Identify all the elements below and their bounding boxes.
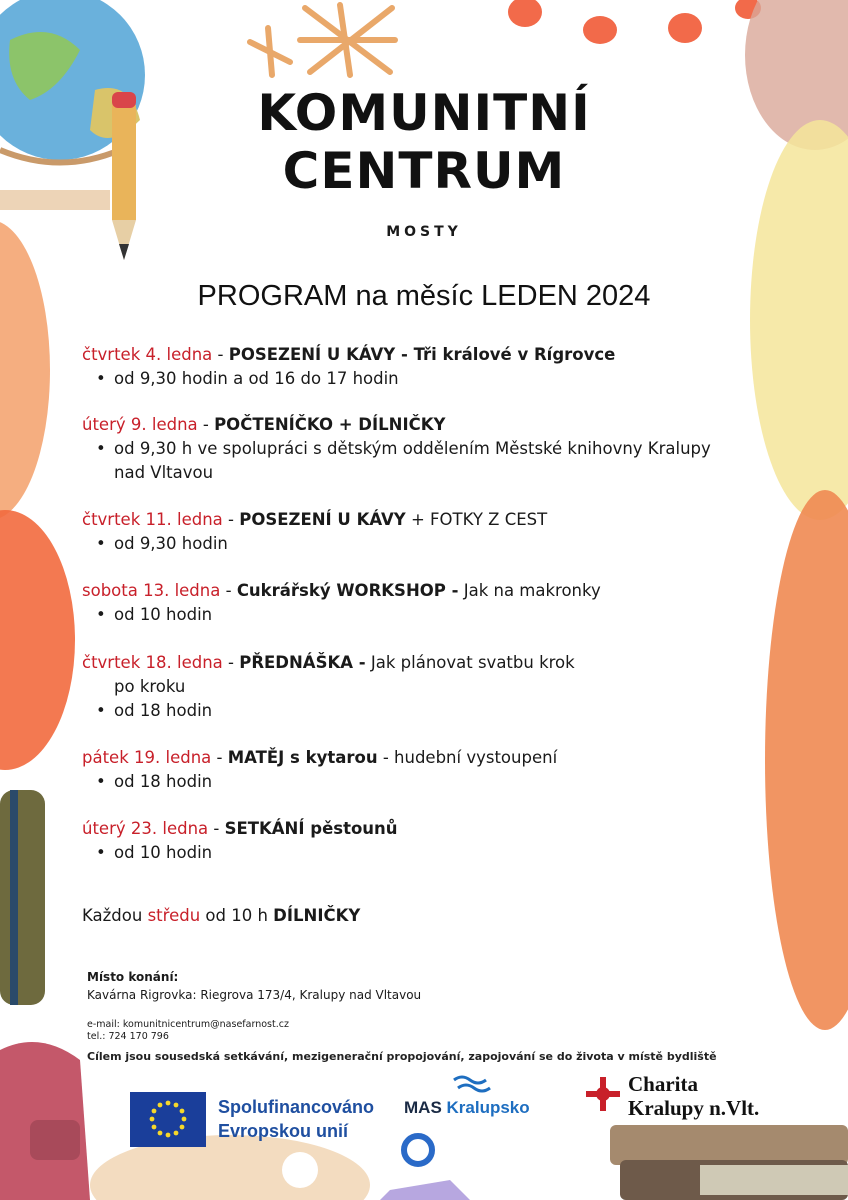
event-time: od 9,30 hodin a od 16 do 17 hodin <box>114 369 399 388</box>
event-detail: • od 9,30 h ve spolupráci s dětským oddělením Městské knihovny Kralupy <box>96 439 711 458</box>
subtitle: MOSTY <box>386 224 462 240</box>
event-separator: - <box>220 581 237 600</box>
email-value: komunitnicentrum@nasefarnost.cz <box>122 1019 289 1030</box>
goal-statement: Cílem jsou sousedská setkávání, mezigenerační propojování, zapojování se do života v místě bydliště <box>87 1050 717 1063</box>
event-detail: • od 9,30 hodin <box>96 534 228 553</box>
charita-line-1: Charita <box>628 1072 698 1096</box>
weekly-time: od 10 h <box>200 906 274 925</box>
event-separator: - <box>222 510 240 529</box>
charita-cross-icon <box>584 1075 622 1113</box>
event-item <box>82 413 772 485</box>
event-rest: Jak plánovat svatbu krok <box>365 653 575 672</box>
charita-logo <box>628 1072 759 1120</box>
event-title: POSEZENÍ U KÁVY - Tři králové v Rígrovce <box>228 345 616 364</box>
event-date: čtvrtek 4. ledna <box>82 345 213 364</box>
weekly-note <box>82 906 360 925</box>
program-heading: PROGRAM na měsíc LEDEN 2024 <box>197 280 651 312</box>
event-detail: • od 10 hodin <box>96 843 213 862</box>
eu-text-line-2: Evropskou unií <box>218 1121 349 1141</box>
event-separator: - <box>211 748 228 767</box>
mas-name: Kralupsko <box>446 1098 530 1117</box>
event-date: úterý 23. ledna <box>82 819 209 838</box>
event-item <box>82 651 772 723</box>
mas-waves-icon <box>450 1074 496 1096</box>
event-date: čtvrtek 11. ledna <box>82 510 223 529</box>
phone-value: 724 170 796 <box>108 1031 169 1042</box>
mas-prefix: MAS <box>404 1098 447 1117</box>
orange-dots <box>508 0 761 44</box>
eu-stars-icon <box>130 1092 206 1147</box>
phone-line <box>87 1031 169 1042</box>
phone-label: tel.: <box>87 1031 109 1042</box>
event-title: POČTENÍČKO + DÍLNIČKY <box>214 415 446 434</box>
event-rest: - hudební vystoupení <box>377 748 558 767</box>
event-detail: • od 18 hodin <box>96 772 213 791</box>
event-title-continuation: po kroku <box>114 677 186 696</box>
charita-line-2: Kralupy n.Vlt. <box>628 1096 760 1120</box>
eu-text-line-1: Spolufinancováno <box>218 1097 375 1117</box>
event-time: od 10 hodin <box>114 605 213 624</box>
weekly-pre: Každou <box>82 906 148 925</box>
event-title: PŘEDNÁŠKA - <box>239 653 366 672</box>
backpack-illustration <box>0 1042 90 1200</box>
event-detail: • od 9,30 hodin a od 16 do 17 hodin <box>96 369 399 388</box>
event-time: od 9,30 hodin <box>114 534 228 553</box>
event-detail-continuation: nad Vltavou <box>114 463 214 482</box>
event-time: od 18 hodin <box>114 701 213 720</box>
email-line <box>87 1019 289 1030</box>
event-detail: • od 10 hodin <box>96 605 213 624</box>
place-label: Místo konání: <box>87 970 179 984</box>
place-address: Kavárna Rigrovka: Riegrova 173/4, Kralupy nad Vltavou <box>87 988 422 1002</box>
weekly-day: středu <box>147 906 201 925</box>
event-separator: - <box>208 819 225 838</box>
event-rest: Jak na makronky <box>458 581 601 600</box>
event-detail: • od 18 hodin <box>96 701 213 720</box>
event-date: úterý 9. ledna <box>82 415 198 434</box>
event-date: čtvrtek 18. ledna <box>82 653 223 672</box>
title-line-2: CENTRUM <box>282 142 566 200</box>
event-item <box>82 508 772 556</box>
books-illustration <box>610 1125 848 1200</box>
event-title: Cukrářský WORKSHOP - <box>236 581 459 600</box>
event-time: od 10 hodin <box>114 843 213 862</box>
event-date: pátek 19. ledna <box>82 748 212 767</box>
event-separator: - <box>222 653 240 672</box>
weekly-activity: DÍLNIČKY <box>273 906 361 925</box>
event-title: MATĚJ s kytarou <box>227 748 378 767</box>
event-time: od 9,30 h ve spolupráci s dětským oddělením Městské knihovny Kralupy <box>114 439 711 458</box>
left-blobs <box>0 220 75 1005</box>
event-separator: - <box>212 345 229 364</box>
event-title: POSEZENÍ U KÁVY <box>239 510 406 529</box>
eu-cofinanced-text <box>218 1095 374 1143</box>
email-label: e-mail: <box>87 1019 123 1030</box>
event-rest: + FOTKY Z CEST <box>405 510 548 529</box>
event-item <box>82 343 772 391</box>
event-item <box>82 746 772 794</box>
eu-flag-logo <box>130 1092 206 1147</box>
star-doodles <box>250 5 395 75</box>
title-line-1: KOMUNITNÍ <box>257 84 591 142</box>
mas-kralupsko-logo <box>404 1098 530 1118</box>
event-time: od 18 hodin <box>114 772 213 791</box>
event-separator: - <box>197 415 215 434</box>
event-date: sobota 13. ledna <box>82 581 221 600</box>
scissors-illustration <box>380 1136 470 1200</box>
event-item <box>82 817 772 865</box>
event-item <box>82 579 772 627</box>
event-title: SETKÁNÍ pěstounů <box>224 819 398 838</box>
